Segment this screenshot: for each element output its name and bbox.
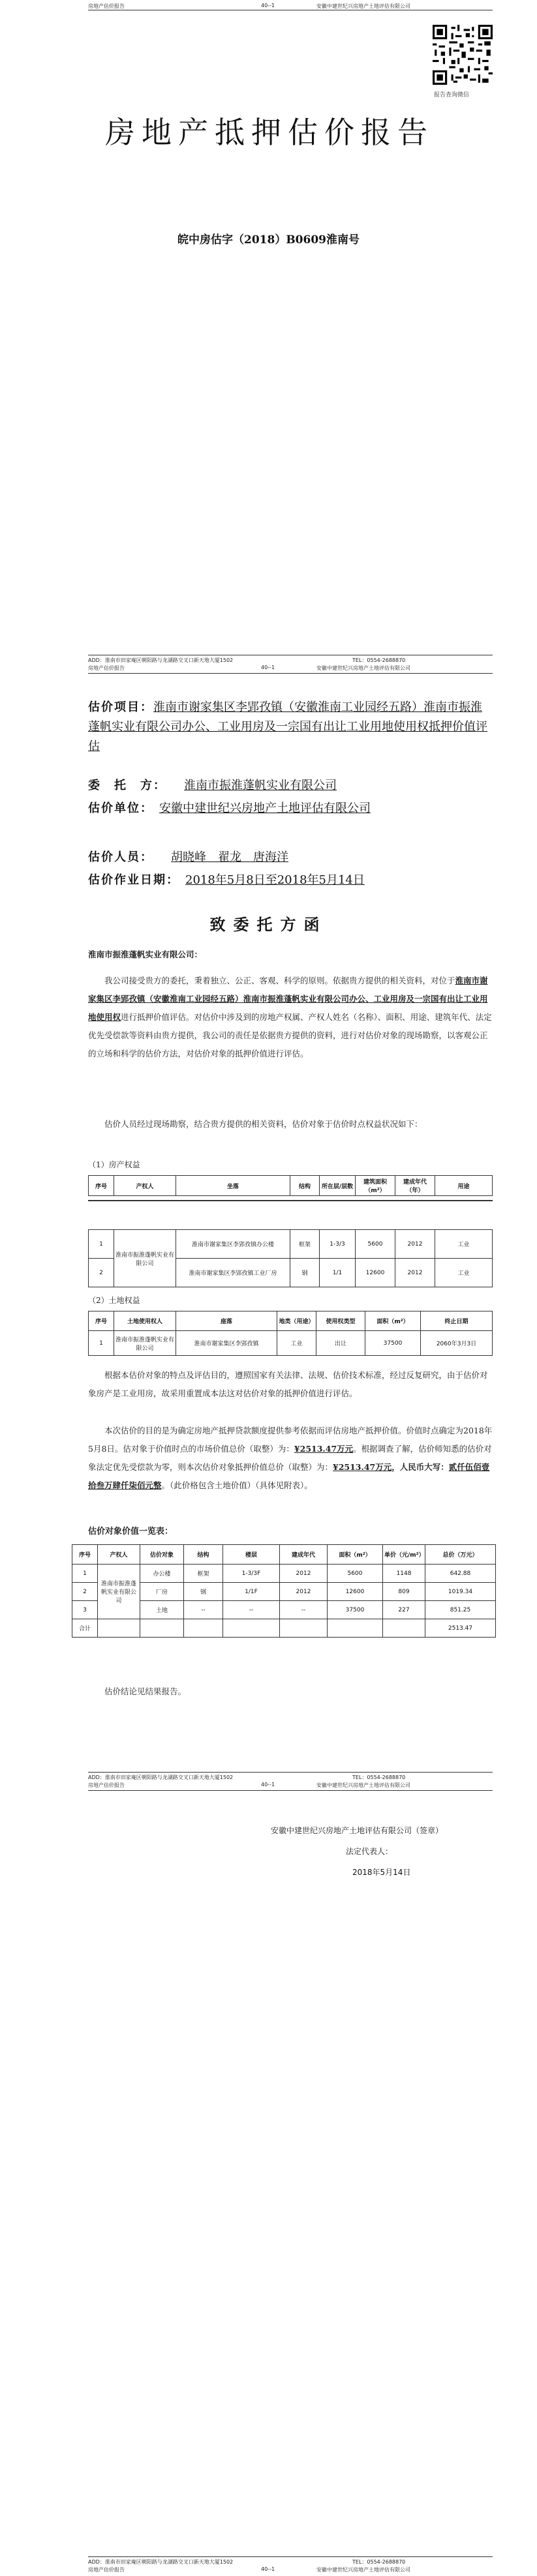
date-label: 估价作业日期： [88, 873, 174, 887]
appraiser-label: 估价单位： [88, 801, 147, 815]
header2-right: 安徽中建世纪兴房地产土地评估有限公司 [316, 665, 410, 671]
summary-table: 序号 产权人 估价对象 结构 楼层 建成年代 面积（m²） 单价（元/m²） 总价（万元） 1 淮南市振淮蓬帆实业有限公司 办公楼 框架 1-3/3F 2012 5600 1148 642.88 2 厂房 钢 1/1F 2012 12600 809 1019.34 3 土地 -- -- -- 37500 227 851.25 合计 2513.47 [72, 1544, 496, 1638]
signature-company: 安徽中建世纪兴房地产土地评估有限公司（签章） [271, 1826, 444, 1835]
header-left: 房地产估价报告 [88, 3, 125, 9]
letter-paragraph-2: 估价人员经过现场勘察，结合贵方提供的相关资料，估价对象于估价时点权益状况如下： [104, 1119, 423, 1129]
land-rights-label: （2）土地权益 [88, 1296, 140, 1305]
project-value: 淮南市谢家集区李郢孜镇（安徽淮南工业园经五路）淮南市振淮蓬帆实业有限公司办公、工业用房及一宗国有出让工业用地使用权抵押价值评估 [88, 700, 487, 753]
letter-closing: 估价结论见结果报告。 [104, 1686, 187, 1696]
client-value: 淮南市振淮蓬帆实业有限公司 [184, 779, 337, 792]
client-label: 委 托 方： [88, 779, 161, 792]
house-rights-table-head: 序号 产权人 坐落 结构 所在层/层数 建筑面积（m²） 建成年代（年） 用途 [88, 1175, 493, 1196]
letter-paragraph-1: 我公司接受贵方的委托，秉着独立、公正、客观、科学的原则。依据贵方提供的相关资料，对位于淮南市谢家集区李郢孜镇（安徽淮南工业园经五路）淮南市振淮蓬帆实业有限公司办公、工业用房及一宗国有出让工业用地使用权进行抵押价值评估。对估价中涉及到的房地产权属、产权人姓名（名称）、面积、用途、建筑年代、法定优先受偿款等资料由贵方提供，我公司的责任是依据贵方提供的资料，进行对估价对象的现场勘察，以客观公正的立场和科学的估价方法，对估价对象的抵押价值进行评估。 [88, 976, 492, 1058]
info-appraiser [88, 799, 493, 818]
footer3-rule [88, 2556, 493, 2557]
footer2-rule [88, 1772, 493, 1773]
header3-rule [88, 1790, 493, 1791]
letter-paragraph-3: 根据本估价对象的特点及评估目的，遵照国家有关法律、法规、估价技术标准，经过反复研究，由于估价对象房产是工业用房，故采用重置成本法这对估价对象的抵押价值进行评估。 [88, 1370, 488, 1398]
info-date [88, 871, 493, 890]
info-persons [88, 848, 493, 867]
header2-left: 房地产估价报告 [88, 665, 125, 671]
table-page-break [88, 1200, 493, 1201]
letter-heading: 致委托方函 [209, 915, 328, 934]
header-center: 40--1 [261, 3, 275, 8]
letter-addressee: 淮南市振淮蓬帆实业有限公司： [88, 950, 203, 959]
signature-date: 2018年5月14日 [352, 1868, 411, 1877]
qr-code-icon [433, 25, 493, 85]
info-client [88, 776, 493, 796]
house-rights-label: （1）房产权益 [88, 1160, 140, 1169]
land-rights-table: 序号 土地使用权人 座落 地类（用途） 使用权类型 面积（m²） 终止日期 1 淮南市振淮蓬帆实业有限公司 淮南市谢家集区李郢孜镇 工业 出让 37500 2060年3月3日 [88, 1311, 493, 1356]
footer-address: ADD：淮南市田家庵区朝阳路与龙湖路交叉口新天地大厦1502 [88, 657, 234, 663]
info-project [88, 698, 493, 756]
report-number: 皖中房估字（2018）B0609淮南号 [177, 233, 360, 247]
persons-value: 胡晓峰 翟龙 唐海洋 [171, 850, 288, 864]
letter-paragraph-4: 本次估价的目的是为确定房地产抵押贷款额度提供参考依据而评估房地产抵押价值。价值时点确定为2018年5月8日。估对象于价值时点的市场价值总价（取整）为：¥2513.47万元。根据调查了解，估价师知悉的估价对象法定优先受偿款为零，则本次估价对象抵押价值总价（取整）为：¥2513.47万元，人民币大写：贰仟伍佰壹拾叁万肆仟柒佰元整。（此价格包含土地价值）（具体见附表）。 [88, 1426, 493, 1490]
persons-label: 估价人员： [88, 850, 147, 864]
header-right: 安徽中建世纪兴房地产土地评估有限公司 [316, 3, 410, 9]
project-label: 估价项目： [88, 700, 153, 714]
footer-tel: TEL：0554-2688870 [352, 657, 406, 663]
house-rights-table: 1 淮南市振淮蓬帆实业有限公司 淮南市谢家集区李郢孜镇办公楼 框架 1-3/3 5600 2012 工业 2 淮南市谢家集区李郢孜镇工业厂房 钢 1/1 12600 2012 工业 [88, 1229, 493, 1287]
report-title: 房地产抵押估价报告 [105, 115, 434, 150]
header2-center: 40--1 [261, 665, 275, 670]
page-header [0, 1, 537, 10]
signature-rep: 法定代表人： [346, 1847, 393, 1856]
date-value: 2018年5月8日至2018年5月14日 [185, 873, 365, 887]
summary-label: 估价对象价值一览表： [88, 1527, 174, 1536]
qr-caption: 报告查询微信 [434, 92, 470, 98]
appraiser-value: 安徽中建世纪兴房地产土地评估有限公司 [159, 801, 371, 815]
header2-rule [88, 673, 493, 674]
